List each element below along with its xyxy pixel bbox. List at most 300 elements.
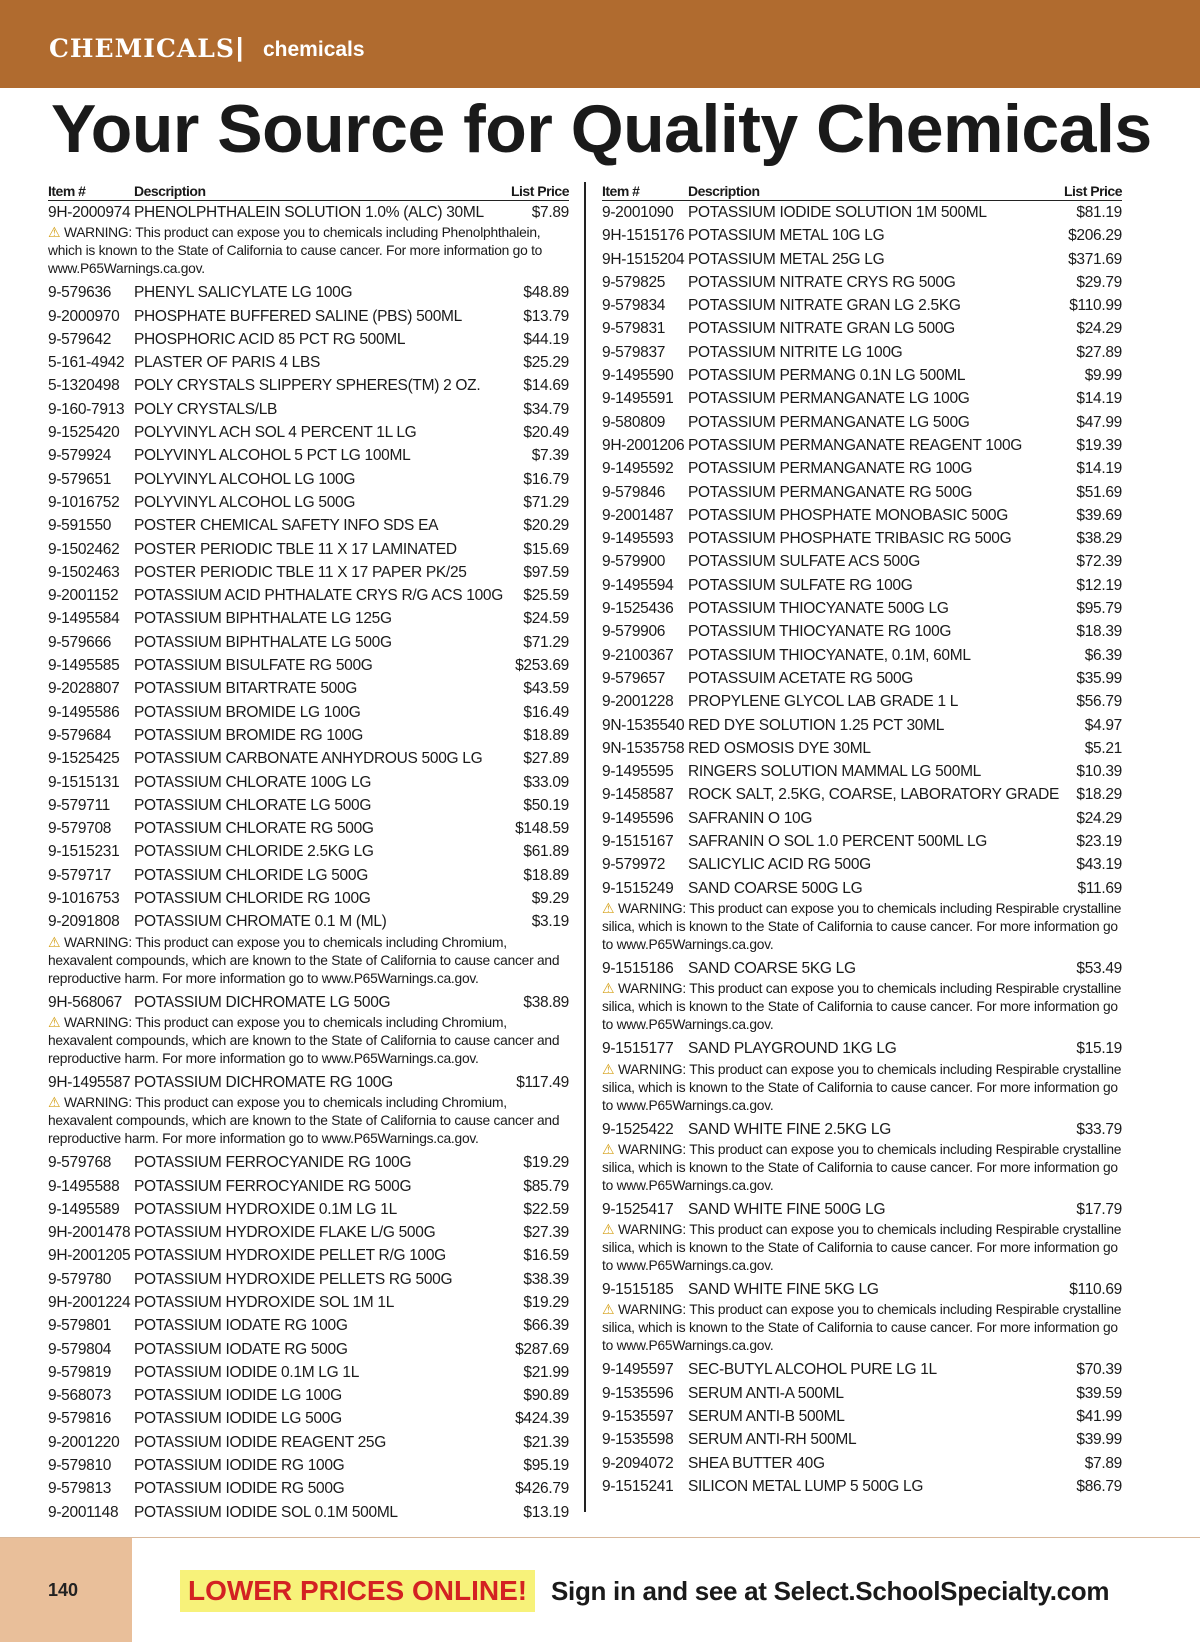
- item-price: $33.79: [1076, 1120, 1122, 1138]
- item-price: $27.89: [523, 750, 569, 768]
- warning-triangle-icon: ⚠: [48, 933, 64, 950]
- item-number: 9-2028807: [48, 680, 120, 698]
- item-description: SERUM ANTI-A 500ML: [688, 1384, 844, 1402]
- item-description: POTASSIUM HYDROXIDE 0.1M LG 1L: [134, 1200, 397, 1218]
- item-number: 9-580809: [602, 413, 666, 431]
- item-description: SERUM ANTI-B 500ML: [688, 1407, 845, 1425]
- item-number: 9-1016753: [48, 890, 120, 908]
- item-price: $18.89: [523, 866, 569, 884]
- item-number: 9-579924: [48, 447, 112, 465]
- item-description: POTASSIUM SULFATE RG 100G: [688, 576, 913, 594]
- item-number: 9-579780: [48, 1270, 112, 1288]
- product-table-left: [48, 180, 569, 1524]
- item-price: $20.49: [523, 424, 569, 442]
- item-number: 9-579636: [48, 284, 112, 302]
- item-price: $117.49: [516, 1073, 569, 1091]
- table-row: [48, 1501, 569, 1524]
- item-description: POTASSIUM PERMANGANATE LG 100G: [688, 390, 970, 408]
- item-number: 9-1535597: [602, 1407, 674, 1425]
- item-description: POTASSIUM IODIDE SOL 0.1M 500ML: [134, 1503, 398, 1521]
- item-description: POTASSIUM CHLORATE RG 500G: [134, 820, 374, 838]
- table-row: [48, 631, 569, 654]
- item-price: $47.99: [1076, 413, 1122, 431]
- table-row: [602, 620, 1122, 643]
- table-row: [48, 1384, 569, 1407]
- item-price: $17.79: [1076, 1200, 1122, 1218]
- item-description: POSTER PERIODIC TBLE 11 X 17 PAPER PK/25: [134, 563, 467, 581]
- item-description: PROPYLENE GLYCOL LAB GRADE 1 L: [688, 693, 959, 711]
- warning-text: WARNING: This product can expose you to chemicals including Chromium, hexavalent compounds, which are known to the State of California to cause cancer and reproductive harm. For more information go to www.P65Warnings.ca.gov.: [48, 1095, 560, 1147]
- item-description: POTASSIUM IODATE RG 500G: [134, 1340, 348, 1358]
- table-row: [602, 364, 1122, 387]
- item-description: POTASSIUM IODATE RG 100G: [134, 1317, 348, 1335]
- item-description: POTASSIUM CHLORATE LG 500G: [134, 796, 372, 814]
- item-price: $287.69: [515, 1340, 569, 1358]
- item-price: $35.99: [1076, 669, 1122, 687]
- item-price: $56.79: [1076, 693, 1122, 711]
- page-title: Your Source for Quality Chemicals: [51, 91, 1152, 167]
- prop65-warning: [48, 223, 569, 281]
- warning-text: WARNING: This product can expose you to chemicals including Chromium, hexavalent compounds, which are known to the State of California to cause cancer and reproductive harm. For more information go to www.P65Warnings.ca.gov.: [48, 934, 560, 986]
- item-description: POLYVINYL ALCOHOL 5 PCT LG 100ML: [134, 447, 411, 465]
- item-description: POTASSIUM PERMANGANATE RG 500G: [688, 483, 973, 501]
- item-price: $34.79: [523, 400, 569, 418]
- table-row: [602, 830, 1122, 853]
- item-description: PHENYL SALICYLATE LG 100G: [134, 284, 353, 302]
- table-row: [48, 398, 569, 421]
- item-number: 9-579834: [602, 297, 666, 315]
- table-row: [602, 294, 1122, 317]
- column-header-description: Description: [134, 183, 206, 199]
- table-row: [602, 434, 1122, 457]
- table-row: [48, 514, 569, 537]
- item-price: $43.59: [523, 680, 569, 698]
- item-number: 9-1495595: [602, 763, 674, 781]
- table-row: [602, 271, 1122, 294]
- table-row: [602, 877, 1122, 900]
- item-description: POTASSIUM BITARTRATE 500G: [134, 680, 358, 698]
- warning-triangle-icon: ⚠: [48, 1094, 64, 1111]
- item-number: 9H-1515176: [602, 227, 685, 245]
- item-description: POTASSIUM THIOCYANATE 500G LG: [688, 600, 949, 618]
- prop65-warning: [48, 1093, 569, 1151]
- table-row: [602, 341, 1122, 364]
- table-row: [48, 747, 569, 770]
- table-row: [602, 504, 1122, 527]
- item-description: RED DYE SOLUTION 1.25 PCT 30ML: [688, 716, 945, 734]
- item-price: $22.59: [523, 1200, 569, 1218]
- item-number: 9-1495584: [48, 610, 120, 628]
- item-description: POLYVINYL ACH SOL 4 PERCENT 1L LG: [134, 424, 417, 442]
- table-row: [48, 1291, 569, 1314]
- section-title: CHEMICALS: [49, 34, 235, 63]
- item-price: $95.79: [1076, 600, 1122, 618]
- prop65-warning: [48, 933, 569, 991]
- item-description: POTASSIUM FERROCYANIDE RG 100G: [134, 1154, 412, 1172]
- table-row: [48, 1361, 569, 1384]
- item-price: $81.19: [1076, 204, 1122, 221]
- item-description: SEC-BUTYL ALCOHOL PURE LG 1L: [688, 1361, 937, 1379]
- item-number: 9-579906: [602, 623, 666, 641]
- item-description: POTASSIUM ACID PHTHALATE CRYS R/G ACS 100G: [134, 587, 503, 605]
- item-price: $85.79: [523, 1177, 569, 1195]
- item-price: $206.29: [1068, 227, 1122, 245]
- item-number: 9-1495596: [602, 809, 674, 827]
- column-header-item: Item #: [48, 183, 86, 199]
- item-price: $14.19: [1076, 460, 1122, 478]
- item-price: $27.89: [1076, 343, 1122, 361]
- column-header-price: List Price: [1063, 183, 1122, 199]
- item-number: 9-579651: [48, 470, 112, 488]
- item-number: 9-1525420: [48, 424, 120, 442]
- table-row: [602, 1428, 1122, 1451]
- prop65-warning: [602, 1060, 1122, 1118]
- item-number: 9-2001152: [48, 587, 119, 605]
- item-price: $23.19: [1076, 833, 1122, 851]
- warning-text: WARNING: This product can expose you to chemicals including Chromium, hexavalent compounds, which are known to the State of California to cause cancer and reproductive harm. For more information go to www.P65Warnings.ca.gov.: [48, 1014, 560, 1066]
- item-description: POTASSIUM NITRATE GRAN LG 2.5KG: [688, 297, 961, 315]
- item-number: 9-160-7913: [48, 400, 125, 418]
- item-description: PHOSPHORIC ACID 85 PCT RG 500ML: [134, 330, 406, 348]
- item-number: 9N-1535758: [602, 739, 685, 757]
- product-table-right: [602, 180, 1122, 1498]
- item-description: POTASSIUM PHOSPHATE TRIBASIC RG 500G: [688, 530, 1012, 548]
- item-number: 9H-2001224: [48, 1293, 131, 1311]
- item-price: $20.29: [523, 517, 569, 535]
- table-row: [48, 468, 569, 491]
- column-header-description: Description: [688, 183, 760, 199]
- item-number: 9-579825: [602, 273, 666, 291]
- item-description: SERUM ANTI-RH 500ML: [688, 1431, 857, 1449]
- item-number: 9-579804: [48, 1340, 112, 1358]
- warning-text: WARNING: This product can expose you to chemicals including Phenolphthalein, which is known to the State of California to cause cancer. For more information go to www.P65Warnings.ca.gov.: [48, 225, 543, 277]
- item-price: $4.97: [1084, 716, 1122, 734]
- item-number: 9H-2001206: [602, 436, 685, 454]
- item-number: 9-1495585: [48, 657, 120, 675]
- table-row: [602, 783, 1122, 806]
- table-row: [48, 910, 569, 933]
- item-number: 9-579768: [48, 1154, 112, 1172]
- item-price: $253.69: [515, 657, 569, 675]
- item-number: 9-579801: [48, 1317, 112, 1335]
- table-row: [48, 584, 569, 607]
- table-row: [602, 1405, 1122, 1428]
- item-description: SAND COARSE 5KG LG: [688, 959, 856, 977]
- item-description: POTASSIUM METAL 10G LG: [688, 227, 885, 245]
- table-row: [602, 201, 1122, 224]
- item-price: $18.29: [1076, 786, 1122, 804]
- table-row: [48, 1407, 569, 1430]
- item-description: POTASSIUM HYDROXIDE PELLET R/G 100G: [134, 1247, 446, 1265]
- item-number: 9-1525425: [48, 750, 120, 768]
- item-price: $15.69: [523, 540, 569, 558]
- table-row: [48, 444, 569, 467]
- item-description: POLYVINYL ALCOHOL LG 100G: [134, 470, 356, 488]
- item-description: POTASSIUM PERMANGANATE REAGENT 100G: [688, 436, 1023, 454]
- item-number: 9-579657: [602, 669, 666, 687]
- item-description: SILICON METAL LUMP 5 500G LG: [688, 1477, 924, 1495]
- item-description: SAND WHITE FINE 2.5KG LG: [688, 1120, 891, 1138]
- prop65-warning: [602, 1220, 1122, 1278]
- table-row: [602, 690, 1122, 713]
- item-number: 5-161-4942: [48, 354, 125, 372]
- item-price: $11.69: [1077, 879, 1122, 897]
- item-description: POTASSIUM PERMANGANATE RG 100G: [688, 460, 973, 478]
- prop65-warning: [602, 1300, 1122, 1358]
- table-row: [48, 281, 569, 304]
- table-row: [48, 1314, 569, 1337]
- item-number: 9-579813: [48, 1480, 112, 1498]
- item-price: $39.69: [1076, 506, 1122, 524]
- item-description: SAFRANIN O 10G: [688, 809, 813, 827]
- item-price: $86.79: [1076, 1477, 1122, 1495]
- table-row: [48, 1198, 569, 1221]
- table-row: [602, 527, 1122, 550]
- item-description: POTASSIUM DICHROMATE LG 500G: [134, 993, 391, 1011]
- table-row: [602, 248, 1122, 271]
- table-row: [48, 724, 569, 747]
- table-row: [48, 607, 569, 630]
- item-number: 9-579711: [48, 796, 110, 814]
- warning-triangle-icon: ⚠: [48, 1013, 64, 1030]
- item-number: 9-2094072: [602, 1454, 674, 1472]
- prop65-warning: [602, 979, 1122, 1037]
- item-description: POTASSIUM HYDROXIDE PELLETS RG 500G: [134, 1270, 453, 1288]
- table-row: [602, 1118, 1122, 1141]
- item-price: $426.79: [515, 1480, 569, 1498]
- item-price: $148.59: [515, 820, 569, 838]
- item-number: 9-579717: [48, 866, 112, 884]
- item-description: SAND PLAYGROUND 1KG LG: [688, 1040, 897, 1058]
- section-separator: |: [236, 32, 244, 62]
- item-price: $97.59: [523, 563, 569, 581]
- item-price: $21.99: [523, 1363, 569, 1381]
- item-description: ROCK SALT, 2.5KG, COARSE, LABORATORY GRADE: [688, 786, 1060, 804]
- subsection-title: chemicals: [263, 38, 365, 61]
- item-description: POTASSIUM BIPHTHALATE LG 125G: [134, 610, 392, 628]
- item-number: 9-579708: [48, 820, 112, 838]
- item-price: $110.69: [1069, 1281, 1122, 1299]
- table-row: [602, 957, 1122, 980]
- item-description: POLYVINYL ALCOHOL LG 500G: [134, 493, 356, 511]
- item-price: $424.39: [515, 1410, 569, 1428]
- table-row: [602, 1358, 1122, 1381]
- item-description: POTASSIUM THIOCYANATE, 0.1M, 60ML: [688, 646, 971, 664]
- item-description: POTASSIUM PERMANGANATE LG 500G: [688, 413, 970, 431]
- column-header-item: Item #: [602, 183, 640, 199]
- item-description: SALICYLIC ACID RG 500G: [688, 856, 871, 874]
- item-number: 9-2100367: [602, 646, 674, 664]
- item-price: $7.39: [531, 447, 569, 465]
- table-row: [48, 701, 569, 724]
- table-row: [48, 991, 569, 1014]
- item-description: POSTER PERIODIC TBLE 11 X 17 LAMINATED: [134, 540, 457, 558]
- item-description: RED OSMOSIS DYE 30ML: [688, 739, 871, 757]
- item-description: POTASSIUM FERROCYANIDE RG 500G: [134, 1177, 412, 1195]
- item-number: 9H-2000974: [48, 204, 131, 221]
- item-description: POLY CRYSTALS/LB: [134, 400, 278, 418]
- table-row: [602, 807, 1122, 830]
- item-number: 9-2001228: [602, 693, 674, 711]
- item-description: POTASSIUM DICHROMATE RG 100G: [134, 1073, 393, 1091]
- item-price: $21.39: [523, 1433, 569, 1451]
- table-row: [602, 457, 1122, 480]
- item-price: $66.39: [523, 1317, 569, 1335]
- item-number: 9-579837: [602, 343, 666, 361]
- item-number: 9-2091808: [48, 913, 120, 931]
- item-price: $18.89: [523, 726, 569, 744]
- item-price: $19.39: [1076, 436, 1122, 454]
- item-description: PHOSPHATE BUFFERED SALINE (PBS) 500ML: [134, 307, 462, 325]
- item-number: 9-1515167: [602, 833, 674, 851]
- item-number: 9-1495589: [48, 1200, 120, 1218]
- product-rows-left: [48, 201, 569, 1524]
- table-row: [48, 771, 569, 794]
- item-number: 9-1495586: [48, 703, 120, 721]
- section-header-bar: [0, 0, 1200, 88]
- item-price: $38.39: [523, 1270, 569, 1288]
- item-description: POTASSIUM CHLORIDE 2.5KG LG: [134, 843, 374, 861]
- table-row: [48, 538, 569, 561]
- item-description: POTASSIUM BROMIDE RG 100G: [134, 726, 364, 744]
- item-price: $9.29: [531, 890, 569, 908]
- item-number: 9-579684: [48, 726, 112, 744]
- warning-text: WARNING: This product can expose you to chemicals including Respirable crystalline silica, which is known to the State of California to cause cancer. For more information go to www.P65Warnings.ca.gov.: [602, 1061, 1122, 1113]
- item-number: 9-1502462: [48, 540, 120, 558]
- table-row: [48, 864, 569, 887]
- table-row: [602, 387, 1122, 410]
- item-price: $53.49: [1076, 959, 1122, 977]
- item-number: 9-2001148: [48, 1503, 119, 1521]
- table-row: [602, 737, 1122, 760]
- item-description: POTASSIUM CHLORATE 100G LG: [134, 773, 372, 791]
- item-number: 9-2000970: [48, 307, 120, 325]
- table-row: [602, 853, 1122, 876]
- item-description: POTASSIUM IODIDE 0.1M LG 1L: [134, 1363, 360, 1381]
- warning-text: WARNING: This product can expose you to chemicals including Respirable crystalline silica, which is known to the State of California to cause cancer. For more information go to www.P65Warnings.ca.gov.: [602, 1302, 1122, 1354]
- item-price: $3.19: [531, 913, 569, 931]
- table-row: [48, 1454, 569, 1477]
- item-description: POTASSIUM HYDROXIDE FLAKE L/G 500G: [134, 1224, 436, 1242]
- item-description: POSTER CHEMICAL SAFETY INFO SDS EA: [134, 517, 439, 535]
- promo-tagline[interactable]: Sign in and see at Select.SchoolSpecialty.com: [551, 1576, 1110, 1606]
- item-number: 9-1515249: [602, 879, 674, 897]
- warning-triangle-icon: ⚠: [48, 224, 64, 241]
- warning-triangle-icon: ⚠: [602, 980, 618, 997]
- item-description: SHEA BUTTER 40G: [688, 1454, 825, 1472]
- item-price: $18.39: [1076, 623, 1122, 641]
- item-price: $6.39: [1084, 646, 1122, 664]
- item-price: $9.99: [1084, 367, 1122, 385]
- item-number: 9-591550: [48, 517, 112, 535]
- item-price: $71.29: [523, 493, 569, 511]
- item-description: POTASSIUM IODIDE RG 100G: [134, 1457, 345, 1475]
- warning-text: WARNING: This product can expose you to chemicals including Respirable crystalline silica, which is known to the State of California to cause cancer. For more information go to www.P65Warnings.ca.gov.: [602, 1141, 1122, 1193]
- item-number: 9-1535598: [602, 1431, 674, 1449]
- prop65-warning: [602, 1140, 1122, 1198]
- item-number: 9-568073: [48, 1387, 112, 1405]
- item-price: $25.59: [523, 587, 569, 605]
- item-description: POTASSIUM BIPHTHALATE LG 500G: [134, 633, 392, 651]
- item-price: $29.79: [1076, 273, 1122, 291]
- item-price: $16.49: [523, 703, 569, 721]
- item-number: 9-1016752: [48, 493, 120, 511]
- column-divider: [584, 182, 586, 1512]
- table-row: [48, 1477, 569, 1500]
- item-price: $16.79: [523, 470, 569, 488]
- warning-triangle-icon: ⚠: [602, 1221, 618, 1238]
- table-row: [602, 224, 1122, 247]
- item-number: 9-1525436: [602, 600, 674, 618]
- item-description: POTASSIUM PERMANG 0.1N LG 500ML: [688, 367, 966, 385]
- item-number: 9-1515185: [602, 1281, 674, 1299]
- table-row: [602, 574, 1122, 597]
- table-row: [48, 491, 569, 514]
- warning-triangle-icon: ⚠: [602, 1060, 618, 1077]
- table-row: [48, 817, 569, 840]
- item-price: $10.39: [1076, 763, 1122, 781]
- item-price: $14.19: [1076, 390, 1122, 408]
- item-number: 5-1320498: [48, 377, 120, 395]
- item-price: $15.19: [1076, 1040, 1122, 1058]
- promo-banner: LOWER PRICES ONLINE!: [180, 1570, 535, 1612]
- item-number: 9-579846: [602, 483, 666, 501]
- item-description: SAFRANIN O SOL 1.0 PERCENT 500ML LG: [688, 833, 988, 851]
- item-price: $5.21: [1084, 739, 1122, 757]
- item-price: $19.29: [523, 1293, 569, 1311]
- table-row: [602, 667, 1122, 690]
- prop65-warning: [602, 899, 1122, 957]
- page-footer: [0, 1537, 1200, 1642]
- item-description: POTASSIUM CHROMATE 0.1 M (ML): [134, 913, 387, 931]
- item-number: 9H-568067: [48, 993, 122, 1011]
- item-number: 9-579642: [48, 330, 112, 348]
- item-number: 9-1495591: [602, 390, 674, 408]
- item-price: $61.89: [523, 843, 569, 861]
- warning-text: WARNING: This product can expose you to chemicals including Respirable crystalline silica, which is known to the State of California to cause cancer. For more information go to www.P65Warnings.ca.gov.: [602, 900, 1122, 952]
- item-price: $7.89: [531, 204, 569, 221]
- item-price: $90.89: [523, 1387, 569, 1405]
- item-description: PLASTER OF PARIS 4 LBS: [134, 354, 321, 372]
- item-price: $19.29: [523, 1154, 569, 1172]
- item-price: $110.99: [1069, 297, 1122, 315]
- item-price: $24.29: [1076, 809, 1122, 827]
- item-number: 9-2001090: [602, 204, 674, 221]
- item-number: 9-579900: [602, 553, 666, 571]
- warning-triangle-icon: ⚠: [602, 899, 618, 916]
- item-description: POTASSUIM ACETATE RG 500G: [688, 669, 914, 687]
- item-number: 9-1535596: [602, 1384, 674, 1402]
- item-number: 9-1515241: [602, 1477, 674, 1495]
- item-description: POTASSIUM IODIDE LG 100G: [134, 1387, 342, 1405]
- table-row: [602, 597, 1122, 620]
- item-number: 9H-1495587: [48, 1073, 131, 1091]
- item-number: 9-1495597: [602, 1361, 674, 1379]
- item-number: 9-579831: [602, 320, 666, 338]
- item-description: PHENOLPHTHALEIN SOLUTION 1.0% (ALC) 30ML: [134, 204, 484, 221]
- item-price: $38.89: [523, 993, 569, 1011]
- table-row: [48, 1221, 569, 1244]
- table-header: [48, 180, 569, 201]
- table-row: [48, 1175, 569, 1198]
- warning-triangle-icon: ⚠: [602, 1301, 618, 1318]
- item-number: 9-1525422: [602, 1120, 674, 1138]
- item-price: $33.09: [523, 773, 569, 791]
- table-row: [48, 374, 569, 397]
- item-number: 9H-2001205: [48, 1247, 131, 1265]
- table-row: [48, 351, 569, 374]
- table-row: [602, 1452, 1122, 1475]
